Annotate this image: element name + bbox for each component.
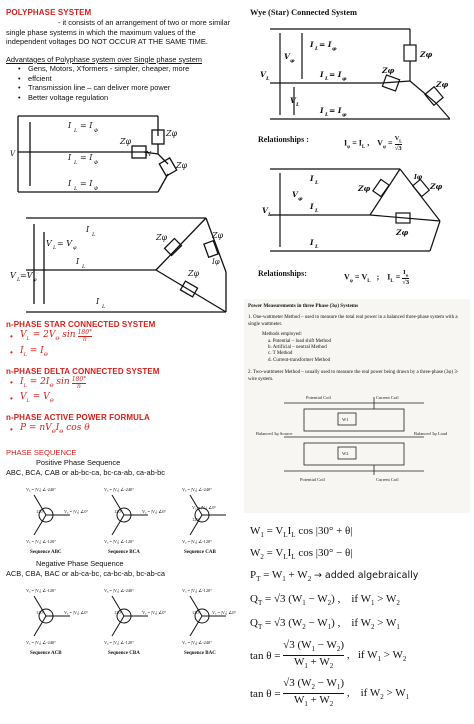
svg-text:L: L [102, 304, 106, 310]
svg-text:Φ: Φ [94, 160, 99, 166]
eq-qt-1: $Q_T = √3$ $(W_1 - W_2)$ , if $W_1 > W_2$ [250, 593, 400, 608]
source-label: Balanced 3φ Source [256, 431, 293, 437]
svg-text:L: L [92, 232, 96, 238]
seq-label: Sequence CAB [184, 550, 216, 556]
neg-seq-list: ACB, CBA, BAC or ab-ca-bc, ca-bc-ab, bc-ab-ca [6, 568, 165, 578]
svg-text:Φ: Φ [94, 128, 99, 134]
cur-coil-label-2: Current Coil [376, 477, 399, 483]
svg-text:L: L [315, 208, 319, 214]
svg-text:φ: φ [290, 58, 295, 64]
svg-text:Vₐ = |Vₐ| ∠-240°: Vₐ = |Vₐ| ∠-240° [26, 640, 57, 646]
eq-pt: $P_T = W_1 + W_2$ → added algebraically [250, 569, 419, 584]
svg-text:L: L [74, 128, 78, 134]
svg-text:Zφ: Zφ [420, 50, 433, 59]
advantage-item: • Better voltage regulation [28, 93, 242, 102]
svg-text:φ: φ [298, 196, 303, 202]
svg-text:L: L [325, 112, 329, 118]
svg-text:= I: = I [80, 179, 93, 188]
svg-text:Iφ: Iφ [414, 174, 423, 181]
svg-text:V: V [262, 206, 268, 215]
svg-text:Φ: Φ [94, 186, 99, 192]
delta-relationships [244, 257, 470, 287]
eq-tan-1: tan θ = $\frac{√3 (W_1 - W_2)}{W_1 + W_2}$ , if $W_1 > W_2$ [250, 639, 407, 671]
neg-seq-title: Negative Phase Sequence [36, 559, 124, 569]
pm-one-wattmeter: 1. One-wattmeter Method – used to measure the total real power in a balanced three-phase system with a single wattmeter. [248, 315, 458, 327]
pos-seq-list: ABC, BCA, CAB or ab-bc-ca, bc-ca-ab, ca-ab-bc [6, 467, 165, 477]
w1-label: W1 [342, 417, 349, 423]
def-line-1: - it consists of an arrangement of two or more similar [58, 18, 231, 27]
seq-label: Sequence ABC [30, 550, 62, 556]
star-title: n-PHASE STAR CONNECTED SYSTEM [6, 320, 156, 329]
svg-text:I: I [310, 238, 314, 247]
pm-method: a. Potential – load shift Method [268, 338, 332, 344]
svg-text:I: I [320, 106, 324, 115]
svg-text:V: V [10, 150, 16, 158]
svg-text:φ: φ [73, 245, 77, 251]
svg-text:Vₐ = |Vₐ| ∠0°: Vₐ = |Vₐ| ∠0° [64, 610, 89, 616]
power-eq: • $P = nV_\Theta I_\Theta$ cos θ [10, 423, 90, 435]
svg-text:V: V [46, 239, 52, 248]
delta-eq-2: • $V_L = V_\Theta$ [10, 392, 54, 405]
svg-text:I: I [86, 225, 90, 234]
svg-text:V: V [284, 52, 290, 61]
svg-text:L: L [315, 46, 319, 52]
svg-text:Vₐ = |Vₐ| ∠-240°: Vₐ = |Vₐ| ∠-240° [26, 487, 57, 493]
cur-coil-label: Current Coil [376, 395, 399, 401]
svg-text:= I: = I [80, 121, 93, 130]
svg-text:= I: = I [329, 106, 342, 115]
positive-sequence-phasors [6, 479, 242, 555]
svg-text:φ: φ [342, 76, 347, 82]
pot-coil-label-2: Potential Coil [300, 477, 325, 483]
right-column [244, 8, 470, 724]
svg-text:Zφ: Zφ [166, 129, 178, 138]
svg-text:L: L [74, 160, 78, 166]
wattmeter-equations [244, 517, 470, 724]
pm-method: d. Current-transformer Method [268, 357, 331, 363]
delta-circuit-diagram [6, 212, 236, 318]
svg-text:V: V [290, 96, 296, 105]
pm-two-wattmeter: 2. Two-wattmeter Method – usually used to measure the real power being drawn by a three-phase (3φ) 3-wire system. [248, 370, 459, 382]
power-measurement-scan [244, 299, 470, 513]
delta-connected-diagram [250, 161, 450, 257]
svg-text:Vₐ = |Vₐ| ∠-120°: Vₐ = |Vₐ| ∠-120° [104, 539, 135, 545]
pm-methods-list [248, 339, 466, 365]
svg-text:L: L [74, 186, 78, 192]
svg-text:120°: 120° [114, 610, 123, 616]
svg-text:φ: φ [342, 112, 347, 118]
svg-text:120°: 120° [192, 517, 201, 523]
wye-circuit-diagram [250, 19, 450, 125]
pm-method: b. Artificial – neutral Method [268, 345, 327, 351]
svg-text:Zφ: Zφ [176, 161, 188, 170]
svg-text:Vₐ = |Vₐ| ∠0°: Vₐ = |Vₐ| ∠0° [64, 509, 89, 515]
svg-text:I: I [68, 179, 72, 188]
load-label: Balanced 3φ Load [414, 431, 448, 437]
svg-text:Vₐ = |Vₐ| ∠-240°: Vₐ = |Vₐ| ∠-240° [104, 487, 135, 493]
pm-method: c. T Method [268, 351, 293, 357]
svg-text:φ: φ [332, 46, 337, 52]
svg-text:= I: = I [329, 70, 342, 79]
wye-title: Wye (Star) Connected System [250, 8, 357, 17]
svg-text:Vₐ = |Vₐ| ∠-120°: Vₐ = |Vₐ| ∠-120° [104, 640, 135, 646]
advantages-title: Advantages of Polyphase system over Single phase system [6, 54, 202, 64]
left-column [6, 8, 242, 656]
seq-label: Sequence CBA [108, 651, 140, 657]
svg-text:Zφ: Zφ [382, 66, 395, 75]
eq-w1: $W_1 = V_LI_L$ cos |30° + θ| [250, 525, 353, 540]
delta-eq-1: • $I_L = 2I_\Theta$ sin 180° n [10, 375, 87, 390]
star-circuit-diagram [8, 108, 208, 208]
pos-seq-title: Positive Phase Sequence [36, 457, 121, 467]
svg-text:120°: 120° [36, 509, 45, 515]
eq-tan-2: tan θ = $\frac{√3 (W_2 - W_1)}{W_1 + W_2}$ , if $W_2 > W_1$ [250, 677, 410, 709]
svg-text:Vₐ = |Vₐ| ∠0°: Vₐ = |Vₐ| ∠0° [142, 610, 167, 616]
svg-text:Zφ: Zφ [212, 231, 224, 240]
svg-text:Zφ: Zφ [436, 80, 449, 89]
svg-text:L: L [315, 180, 319, 186]
star-eq-1: • $V_L = 2V_\Theta$ sin 180° n [10, 329, 93, 344]
polyphase-title: POLYPHASE SYSTEM [6, 8, 92, 17]
svg-text:Zφ: Zφ [396, 228, 409, 237]
svg-text:V: V [260, 70, 266, 79]
svg-text:I: I [76, 257, 80, 266]
star-eq-2: • $I_L = I_\Theta$ [10, 345, 48, 358]
svg-text:L: L [268, 212, 272, 218]
seq-label: Sequence ACB [30, 651, 62, 657]
svg-text:Vₐ = |Vₐ| ∠-120°: Vₐ = |Vₐ| ∠-120° [26, 539, 57, 545]
svg-text:Vₐ = |Vₐ| ∠0°: Vₐ = |Vₐ| ∠0° [212, 610, 237, 616]
svg-text:I: I [310, 40, 314, 49]
svg-text:Zφ: Zφ [156, 233, 168, 242]
svg-text:Zφ: Zφ [358, 184, 371, 193]
power-title: n-PHASE ACTIVE POWER FORMULA [6, 413, 150, 423]
svg-text:I: I [96, 297, 100, 306]
def-line-2: single phase systems in which the maximum values of the [6, 27, 196, 37]
pot-coil-label: Potential Coil [306, 395, 331, 401]
delta-relationship: $V_\varphi = V_L$ ; $I_L$ = $\frac{I_\varphi}{√3}$ [344, 269, 410, 287]
svg-text:I: I [320, 70, 324, 79]
svg-text:L: L [17, 277, 21, 283]
advantage-item: • Transmission line – can deliver more power [28, 83, 242, 92]
svg-text:L: L [266, 76, 270, 82]
svg-text:= I: = I [80, 153, 93, 162]
svg-text:Vₐ = |Vₐ| ∠0°: Vₐ = |Vₐ| ∠0° [142, 509, 167, 515]
wye-relationships [244, 125, 470, 155]
svg-text:Vₐ = |Vₐ| ∠-240°: Vₐ = |Vₐ| ∠-240° [182, 487, 213, 493]
def-line-3: independent voltages DO NOT OCCUR AT THE SAME TIME. [6, 37, 208, 47]
svg-text:= I: = I [319, 40, 332, 49]
svg-text:Zφ: Zφ [188, 269, 200, 278]
relationships-label: Relationships : [258, 135, 309, 144]
svg-text:Vₐ = |Vₐ| ∠0°: Vₐ = |Vₐ| ∠0° [192, 505, 217, 511]
svg-text:Zφ: Zφ [120, 137, 132, 146]
svg-text:Zφ: Zφ [430, 182, 443, 191]
two-wattmeter-circuit [254, 389, 454, 485]
svg-text:L: L [315, 244, 319, 250]
svg-text:Vₐ = |Vₐ| ∠-240°: Vₐ = |Vₐ| ∠-240° [104, 588, 135, 594]
w2-label: W2 [342, 451, 349, 457]
svg-text:I: I [310, 202, 314, 211]
svg-text:120°: 120° [114, 509, 123, 515]
svg-text:V: V [292, 190, 298, 199]
negative-sequence-phasors [6, 580, 242, 656]
polyphase-definition [6, 18, 242, 47]
eq-w2: $W_2 = V_LI_L$ cos |30° − θ| [250, 547, 353, 562]
svg-text:Vₐ = |Vₐ| ∠-120°: Vₐ = |Vₐ| ∠-120° [182, 539, 213, 545]
pm-title: Power Measurements in three Phase (3φ) Systems [248, 303, 359, 309]
svg-text:L: L [82, 264, 86, 270]
seq-label: Sequence BCA [108, 550, 140, 556]
svg-text:L: L [325, 76, 329, 82]
delta-title: n-PHASE DELTA CONNECTED SYSTEM [6, 366, 160, 376]
svg-text:L: L [296, 102, 300, 108]
pm-methods-title: Methods employed: [262, 332, 302, 338]
svg-text:Vₐ = |Vₐ| ∠-240°: Vₐ = |Vₐ| ∠-240° [182, 640, 213, 646]
svg-text:I: I [68, 153, 72, 162]
svg-text:φ: φ [33, 277, 37, 283]
svg-text:V: V [10, 271, 16, 280]
svg-text:I: I [68, 121, 72, 130]
svg-text:Iφ: Iφ [212, 258, 220, 266]
phase-seq-title: PHASE SEQUENCE [6, 447, 77, 457]
advantage-item: • Gens, Motors, X'formers - simpler, cheaper, more [28, 64, 242, 73]
wye-relationship: $I_\varphi = I_L$ , $V_\varphi$ = $\frac{V_L}{√3}$ [344, 135, 402, 153]
advantages-list [6, 64, 242, 102]
svg-text:L: L [53, 245, 57, 251]
relationships-label-2: Relationships: [258, 269, 307, 278]
svg-text:=V: =V [20, 271, 33, 280]
seq-label: Sequence BAC [184, 651, 216, 657]
svg-text:Vₐ = |Vₐ| ∠-120°: Vₐ = |Vₐ| ∠-120° [26, 588, 57, 594]
svg-text:120°: 120° [36, 610, 45, 616]
svg-text:120°: 120° [192, 610, 201, 616]
svg-text:Vₐ = |Vₐ| ∠-120°: Vₐ = |Vₐ| ∠-120° [182, 588, 213, 594]
svg-text:= V: = V [57, 239, 73, 248]
svg-text:I: I [310, 174, 314, 183]
eq-qt-2: $Q_T = √3$ $(W_2 - W_1)$ , if $W_2 > W_1$ [250, 617, 400, 632]
advantage-item-cont: • effcient [28, 74, 242, 83]
svg-text:N: N [146, 151, 152, 158]
